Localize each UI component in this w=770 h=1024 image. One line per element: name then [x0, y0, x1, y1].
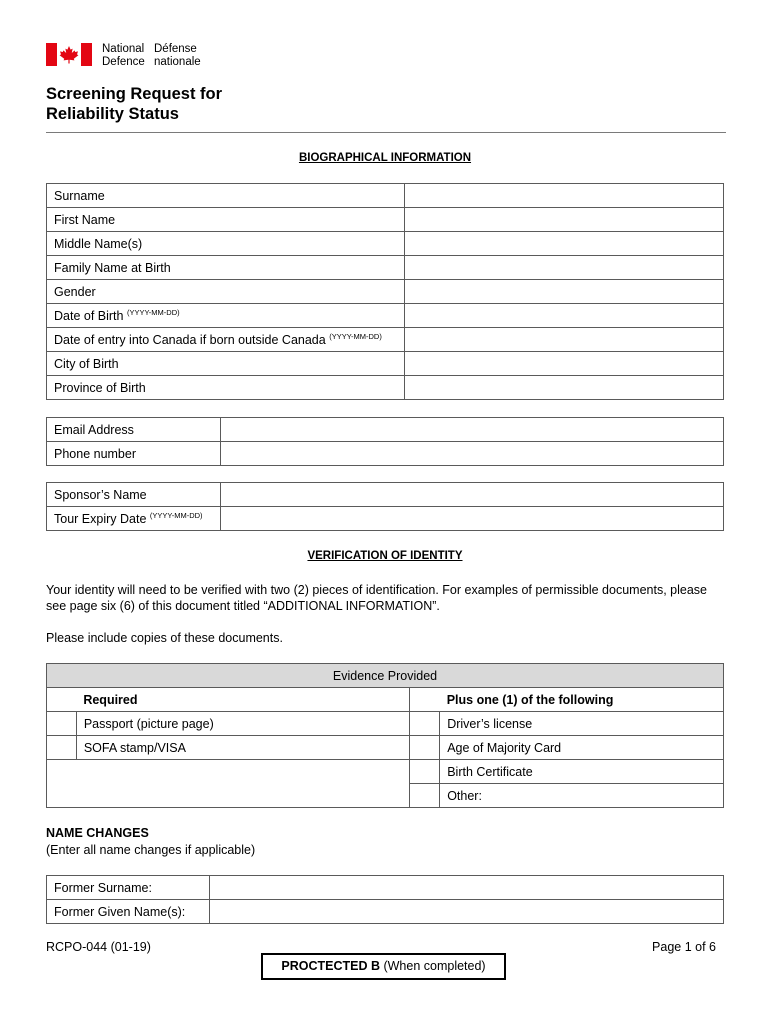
- field-label: Date of Birth $^{(YYYY-MM-DD)}$: [47, 304, 405, 328]
- field-label: Phone number: [47, 442, 221, 466]
- first-name-input[interactable]: [404, 208, 723, 232]
- blank-cell: [410, 688, 440, 712]
- table-row: [47, 256, 724, 280]
- table-row: [47, 184, 724, 208]
- passport-checkbox[interactable]: [47, 712, 77, 736]
- field-label: Former Surname:: [47, 876, 210, 900]
- verification-note: Please include copies of these documents.: [46, 631, 283, 645]
- evidence-title: Evidence Provided: [47, 664, 724, 688]
- table-row: [47, 232, 724, 256]
- field-label: Date of entry into Canada if born outside Canada $^{(YYYY-MM-DD)}$: [47, 328, 405, 352]
- form-code: RCPO-044 (01-19): [46, 940, 151, 954]
- field-label: Gender: [47, 280, 405, 304]
- biographical-table: [46, 183, 724, 400]
- sofa-visa-checkbox[interactable]: [47, 736, 77, 760]
- date-of-birth-input[interactable]: [404, 304, 723, 328]
- required-item: SOFA stamp/VISA: [76, 736, 410, 760]
- table-row: [47, 442, 724, 466]
- sponsor-table: [46, 482, 724, 531]
- province-of-birth-input[interactable]: [404, 376, 723, 400]
- tour-expiry-date-input[interactable]: [220, 507, 723, 531]
- email-input[interactable]: [220, 418, 723, 442]
- table-row: [47, 376, 724, 400]
- plus-item[interactable]: Other:: [440, 784, 724, 808]
- phone-input[interactable]: [220, 442, 723, 466]
- drivers-license-checkbox[interactable]: [410, 712, 440, 736]
- header-divider: [46, 132, 726, 133]
- table-row: [47, 760, 724, 784]
- title-line-2: Reliability Status: [46, 105, 179, 123]
- title-line-1: Screening Request for: [46, 85, 223, 103]
- field-label: Family Name at Birth: [47, 256, 405, 280]
- field-label: Province of Birth: [47, 376, 405, 400]
- table-row: [47, 280, 724, 304]
- sponsor-name-input[interactable]: [220, 483, 723, 507]
- plus-item: Birth Certificate: [440, 760, 724, 784]
- table-row: [47, 664, 724, 688]
- table-row: [47, 736, 724, 760]
- middle-names-input[interactable]: [404, 232, 723, 256]
- plus-item: Age of Majority Card: [440, 736, 724, 760]
- field-label: Middle Name(s): [47, 232, 405, 256]
- department-wordmark: [102, 43, 201, 69]
- table-row: [47, 483, 724, 507]
- protected-label: PROCTECTED B: [281, 959, 380, 973]
- surname-input[interactable]: [404, 184, 723, 208]
- dept-fr-line1: Défense: [154, 43, 197, 55]
- verification-instructions: Your identity will need to be verified with two (2) pieces of identification. For examples of permissible documents, please see page six (6) of this document titled “ADDITIONAL INFORMATION”.: [46, 583, 707, 613]
- family-name-at-birth-input[interactable]: [404, 256, 723, 280]
- table-row: [47, 328, 724, 352]
- name-changes-heading: NAME CHANGES: [46, 826, 149, 840]
- blank-cell: [47, 688, 77, 712]
- evidence-table: [46, 663, 724, 808]
- field-label: City of Birth: [47, 352, 405, 376]
- field-label: Surname: [47, 184, 405, 208]
- biographical-heading: BIOGRAPHICAL INFORMATION: [298, 152, 472, 164]
- date-format-hint: (YYYY-MM-DD): [126, 307, 180, 317]
- date-format-hint: (YYYY-MM-DD): [329, 331, 382, 341]
- field-label: Former Given Name(s):: [47, 900, 210, 924]
- table-row: [47, 688, 724, 712]
- page-number: Page 1 of 6: [652, 940, 716, 954]
- age-of-majority-checkbox[interactable]: [410, 736, 440, 760]
- birth-certificate-checkbox[interactable]: [410, 760, 440, 784]
- table-row: [47, 876, 724, 900]
- table-row: [47, 900, 724, 924]
- field-label: Sponsor’s Name: [47, 483, 221, 507]
- protected-b-box: [261, 953, 506, 980]
- table-row: [47, 352, 724, 376]
- table-row: [47, 507, 724, 531]
- field-label: First Name: [47, 208, 405, 232]
- name-changes-table: [46, 875, 724, 924]
- blank-cell: [47, 760, 410, 808]
- date-of-entry-input[interactable]: [404, 328, 723, 352]
- plus-item: Driver’s license: [440, 712, 724, 736]
- required-column-header: Required: [76, 688, 410, 712]
- city-of-birth-input[interactable]: [404, 352, 723, 376]
- former-given-names-input[interactable]: [209, 900, 723, 924]
- former-surname-input[interactable]: [209, 876, 723, 900]
- date-format-hint: (YYYY-MM-DD): [149, 510, 203, 520]
- table-row: [47, 208, 724, 232]
- verification-heading: VERIFICATION OF IDENTITY: [307, 550, 463, 562]
- dept-fr-line2: nationale: [154, 56, 201, 68]
- dept-en-line1: National: [102, 43, 145, 55]
- name-changes-subheading: (Enter all name changes if applicable): [46, 843, 256, 857]
- table-row: [47, 712, 724, 736]
- other-checkbox[interactable]: [410, 784, 440, 808]
- table-row: [47, 418, 724, 442]
- gender-input[interactable]: [404, 280, 723, 304]
- dept-en-line2: Defence: [102, 56, 145, 68]
- page-title: [46, 84, 222, 124]
- canada-flag-logo: [46, 43, 92, 66]
- protected-note: (When completed): [380, 959, 486, 973]
- required-item: Passport (picture page): [76, 712, 410, 736]
- plus-one-column-header: Plus one (1) of the following: [440, 688, 724, 712]
- contact-table: [46, 417, 724, 466]
- field-label: Tour Expiry Date $^{(YYYY-MM-DD)}$: [47, 507, 221, 531]
- table-row: [47, 304, 724, 328]
- field-label: Email Address: [47, 418, 221, 442]
